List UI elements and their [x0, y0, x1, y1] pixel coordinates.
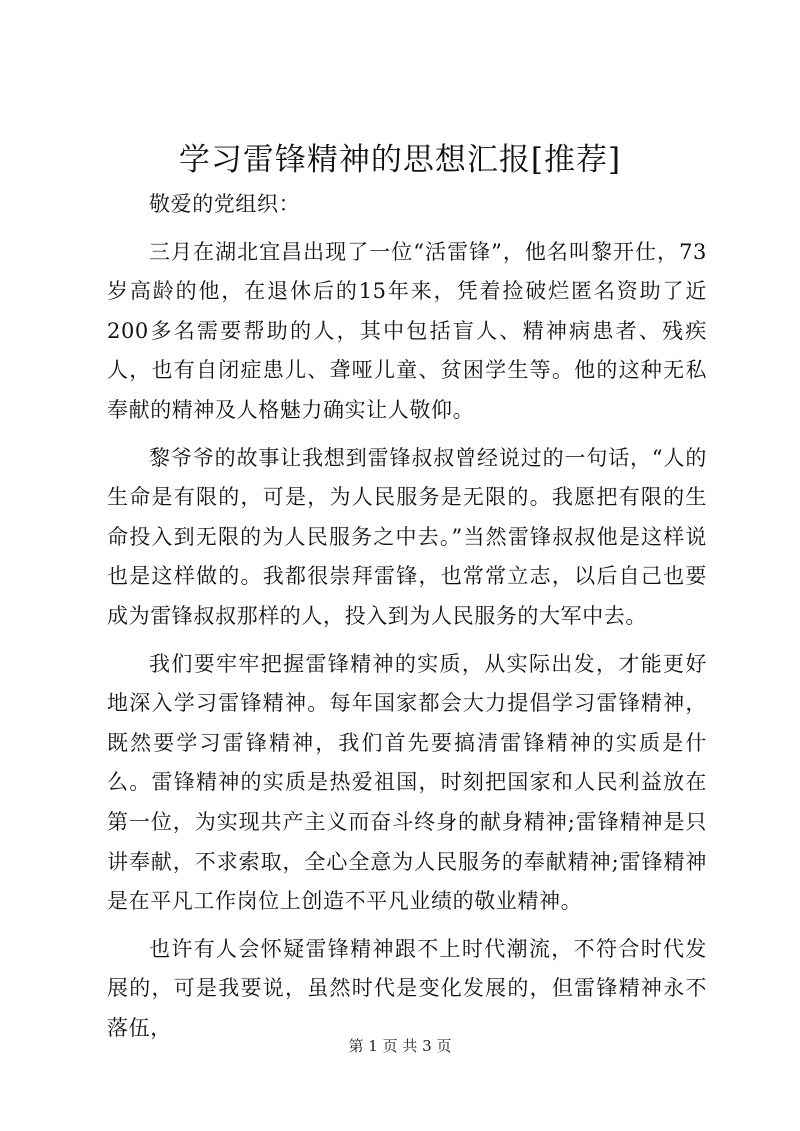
paragraph-1: 三月在湖北宜昌出现了一位“活雷锋”，他名叫黎开仕，73岁高龄的他，在退休后的15年来，凭着捡破烂匿名资助了近200多名需要帮助的人，其中包括盲人、精神病患者、残疾人，也有自闭症患儿、聋哑儿童、贫困学生等。他的这种无私奉献的精神及人格魅力确实让人敬仰。	[107, 239, 707, 422]
paragraph-2: 黎爷爷的故事让我想到雷锋叔叔曾经说过的一句话，“人的生命是有限的，可是，为人民服务是无限的。我愿把有限的生命投入到无限的为人民服务之中去。”当然雷锋叔叔他是这样说也是这样做的。我都很崇拜雷锋，也常常立志，以后自己也要成为雷锋叔叔那样的人，投入到为人民服务的大军中去。	[107, 445, 707, 628]
paragraph-4: 也许有人会怀疑雷锋精神跟不上时代潮流，不符合时代发展的，可是我要说，虽然时代是变化发展的，但雷锋精神永不落伍，	[107, 936, 707, 1040]
document-title: 学习雷锋精神的思想汇报[推荐]	[178, 142, 622, 178]
page-number-footer: 第 1 页 共 3 页	[348, 1037, 452, 1055]
paragraph-3: 我们要牢牢把握雷锋精神的实质，从实际出发，才能更好地深入学习雷锋精神。每年国家都会大力提倡学习雷锋精神，既然要学习雷锋精神，我们首先要搞清雷锋精神的实质是什么。雷锋精神的实质是热爱祖国，时刻把国家和人民利益放在第一位，为实现共产主义而奋斗终身的献身精神;雷锋精神是只讲奉献，不求索取，全心全意为人民服务的奉献精神;雷锋精神是在平凡工作岗位上创造不平凡业绩的敬业精神。	[107, 651, 707, 914]
salutation: 敬爱的党组织：	[149, 192, 301, 216]
document-body	[107, 185, 707, 1048]
